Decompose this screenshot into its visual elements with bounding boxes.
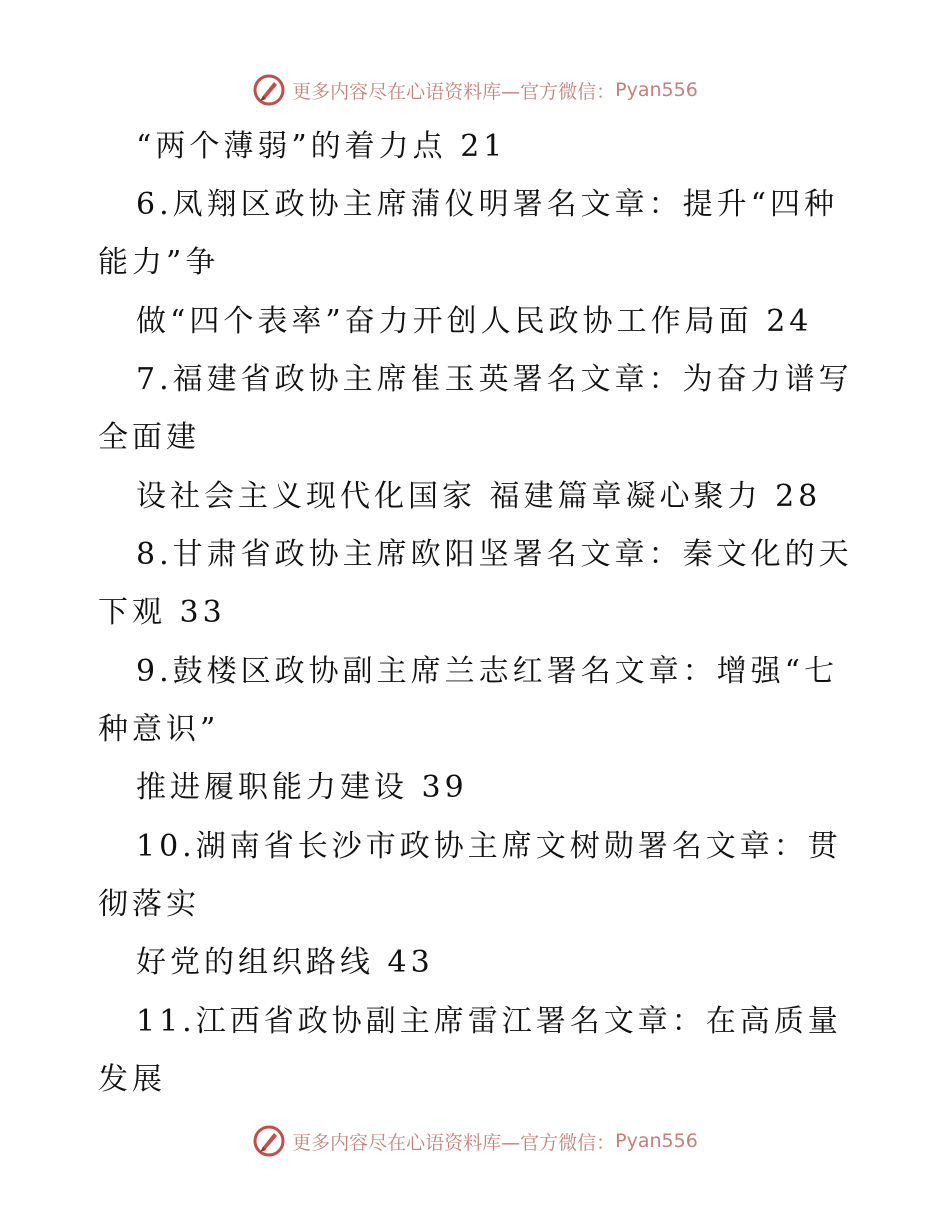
text-line: 设社会主义现代化国家 福建篇章凝心聚力 28 [136, 479, 822, 514]
text-line: “两个薄弱”的着力点 21 [136, 129, 507, 164]
watermark-wechat-id: Pyan556 [615, 79, 698, 101]
pen-logo-icon [252, 1124, 286, 1158]
watermark-text: 更多内容尽在心语资料库—官方微信： [292, 80, 616, 103]
text-line: 9.鼓楼区政协副主席兰志红署名文章：增强“七 [136, 654, 838, 689]
pen-logo-icon [252, 73, 286, 107]
watermark-text: 更多内容尽在心语资料库—官方微信： [292, 1131, 616, 1154]
footer-watermark [0, 1121, 950, 1161]
text-line: 11.江西省政协副主席雷江署名文章：在高质量 [136, 1004, 842, 1039]
text-line: 做“四个表率”奋力开创人民政协工作局面 24 [136, 304, 813, 339]
text-line: 种意识” [98, 712, 220, 747]
watermark-wechat-id: Pyan556 [615, 1130, 698, 1152]
text-line: 下观 33 [98, 595, 226, 630]
text-line: 彻落实 [98, 887, 200, 922]
text-line: 发展 [98, 1062, 166, 1097]
header-watermark [0, 70, 950, 110]
text-line: 全面建 [98, 420, 200, 455]
text-line: 推进履职能力建设 39 [136, 770, 468, 805]
text-line: 6.凤翔区政协主席蒲仪明署名文章：提升“四种 [136, 187, 838, 222]
text-line: 好党的组织路线 43 [136, 945, 434, 980]
text-line: 10.湖南省长沙市政协主席文树勋署名文章：贯 [136, 829, 842, 864]
text-line: 8.甘肃省政协主席欧阳坚署名文章：秦文化的天 [136, 537, 853, 572]
text-line: 7.福建省政协主席崔玉英署名文章：为奋力谱写 [136, 362, 853, 397]
text-line: 能力”争 [98, 245, 220, 280]
